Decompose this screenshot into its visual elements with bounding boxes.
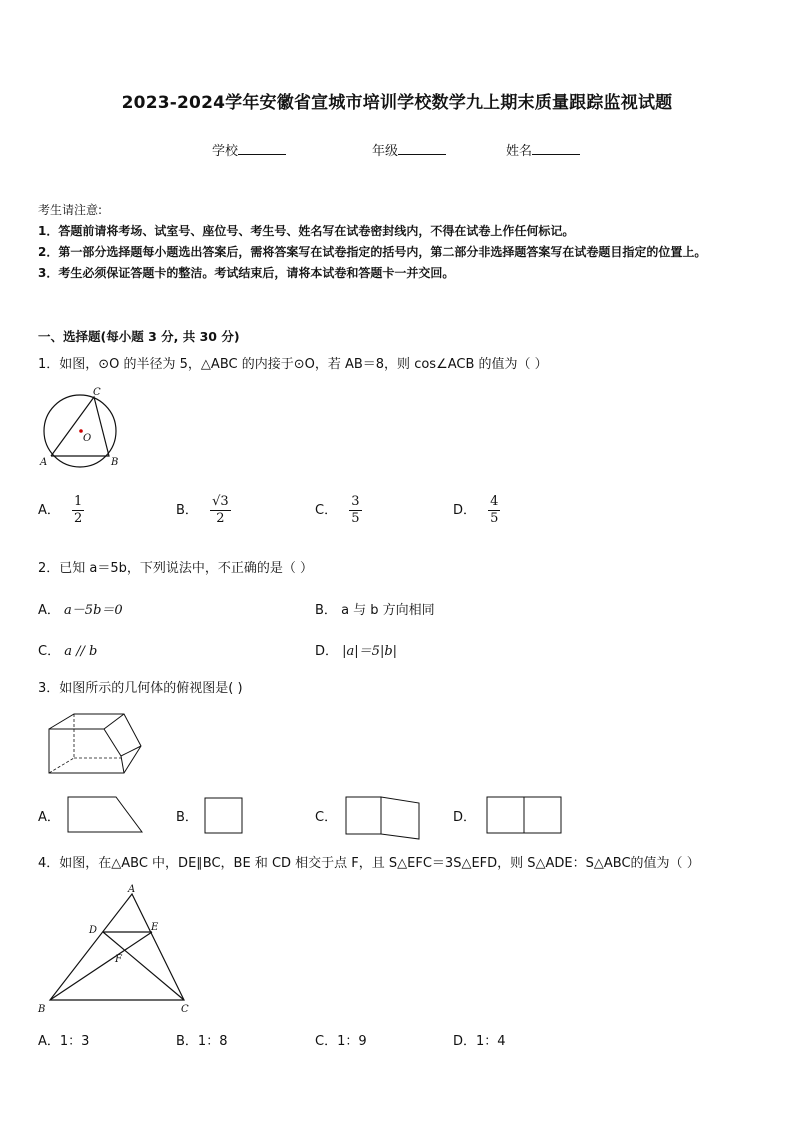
q1-option-c-letter: C．: [315, 503, 338, 518]
q2-option-b-text: a 与 b 方向相同: [341, 603, 435, 618]
q3-option-c-letter: C．: [315, 810, 338, 825]
q2-option-d: [315, 640, 397, 659]
q4-figure: [34, 882, 194, 1018]
q1-option-c-fraction: [349, 494, 361, 527]
q1-option-c-den: 5: [351, 511, 360, 526]
q3-option-d-letter: D．: [453, 810, 477, 825]
q1-option-b-den: 2: [216, 511, 225, 526]
section-heading: 一、选择题(每小题 3 分, 共 30 分): [38, 329, 240, 344]
q4-segment-cd: [103, 932, 184, 1000]
q2-option-a: [38, 599, 123, 618]
q1-label-a: A: [40, 457, 48, 468]
q3-solid-hidden-edges: [49, 714, 74, 773]
name-blank: [532, 142, 580, 155]
q3-stem: 3．如图所示的几何体的俯视图是( ): [38, 681, 243, 696]
q4-label-d: D: [89, 925, 98, 936]
q4-option-c-letter: C．: [315, 1034, 338, 1049]
name-label: 姓名: [506, 144, 533, 159]
q4-option-b-letter: B．: [176, 1034, 198, 1049]
q1-option-c-num: 3: [351, 494, 360, 509]
q4-option-c-text: 1：9: [337, 1034, 367, 1049]
q1-option-a: [38, 494, 84, 527]
grade-field: [372, 140, 446, 159]
q4-option-d: [453, 1030, 506, 1049]
q2-option-c: [38, 640, 97, 659]
q1-option-d-fraction: [488, 494, 500, 527]
q1-label-b: B: [111, 457, 119, 468]
q2-option-c-letter: C．: [38, 644, 61, 659]
q4-label-e: E: [151, 922, 159, 933]
q4-stem: 4．如图，在△ABC 中，DE∥BC，BE 和 CD 相交于点 F，且 S△EFC＝3S△EFD，则 S△ADE：S△ABC的值为（ ）: [38, 856, 700, 871]
notice-item-3: 3．考生必须保证答题卡的整洁。考试结束后，请将本试卷和答题卡一并交回。: [38, 266, 455, 280]
q2-option-a-letter: A．: [38, 603, 60, 618]
q1-option-c: [315, 494, 362, 527]
q1-stem: 1．如图，⊙O 的半径为 5，△ABC 的内接于⊙O，若 AB＝8，则 cos∠ACB 的值为（ ）: [38, 357, 548, 372]
q4-triangle-abc: [50, 894, 184, 1000]
q3-option-c-figure: [342, 793, 424, 841]
q4-option-a: [38, 1030, 89, 1049]
q1-option-a-letter: A．: [38, 503, 60, 518]
q2-option-d-text: |a|＝5|b|: [342, 644, 398, 659]
q3-option-d-left-square: [487, 797, 524, 833]
q4-option-a-text: 1：3: [59, 1034, 90, 1049]
q4-option-d-text: 1：4: [476, 1034, 506, 1049]
q3-solid-edge: [104, 714, 124, 729]
q4-label-f: F: [115, 954, 122, 965]
q2-option-b: [315, 599, 435, 618]
q1-option-d: [453, 494, 500, 527]
q3-solid-figure: [46, 711, 148, 777]
q3-option-a-figure: [64, 793, 146, 835]
q4-segment-be: [50, 932, 152, 1000]
q2-stem: 2．已知 a＝5b，下列说法中，不正确的是（ ）: [38, 561, 314, 576]
q1-label-o: O: [83, 433, 92, 444]
page-title: 2023-2024学年安徽省宣城市培训学校数学九上期末质量跟踪监视试题: [121, 93, 673, 113]
q4-option-b-text: 1：8: [197, 1034, 228, 1049]
q4-option-c: [315, 1030, 367, 1049]
q3-solid-edge: [121, 756, 124, 773]
q1-option-b-num: √3: [212, 494, 229, 509]
q3-option-b-figure: [202, 795, 246, 835]
notice-block: [38, 200, 762, 284]
q3-option-b-letter: B．: [176, 810, 198, 825]
q4-option-d-letter: D．: [453, 1034, 477, 1049]
q1-option-a-num: 1: [74, 494, 83, 509]
name-field: [506, 140, 580, 159]
q1-option-d-letter: D．: [453, 503, 477, 518]
q1-triangle: [51, 397, 109, 456]
q3-option-a-trapezoid: [68, 797, 142, 832]
grade-label: 年级: [372, 144, 399, 159]
school-blank: [238, 142, 286, 155]
q3-option-d-right-square: [524, 797, 561, 833]
notice-item-2: 2．第一部分选择题每小题选出答案后，需将答案写在试卷指定的括号内，第二部分非选择题答案写在试卷题目指定的位置上。: [38, 245, 707, 259]
q1-option-d-den: 5: [490, 511, 499, 526]
q2-option-d-letter: D．: [315, 644, 339, 659]
q3-option-a-letter: A．: [38, 810, 60, 825]
school-field: [212, 140, 286, 159]
q3-option-d-figure: [483, 793, 565, 837]
q3-option-b-square: [205, 798, 242, 833]
q2-option-a-text: a－5b＝0: [64, 603, 123, 618]
school-label: 学校: [212, 144, 239, 159]
q1-option-a-fraction: [72, 494, 84, 527]
notice-heading: 考生请注意:: [38, 203, 103, 217]
grade-blank: [398, 142, 446, 155]
q1-option-b-fraction: [210, 494, 231, 527]
notice-item-1: 1．答题前请将考场、试室号、座位号、考生号、姓名写在试卷密封线内，不得在试卷上作任何标记。: [38, 224, 575, 238]
q3-solid-visible-edges: [49, 714, 141, 773]
q2-option-b-letter: B．: [315, 603, 337, 618]
q1-option-d-num: 4: [490, 494, 499, 509]
q1-option-a-den: 2: [74, 511, 83, 526]
q1-option-b: [176, 494, 231, 527]
q4-option-b: [176, 1030, 227, 1049]
q1-label-c: C: [93, 387, 101, 398]
q4-label-b: B: [38, 1004, 46, 1015]
q4-label-a: A: [128, 884, 136, 895]
q3-option-c-left-face: [346, 797, 381, 834]
q4-option-a-letter: A．: [38, 1034, 60, 1049]
q2-option-c-text: a // b: [64, 644, 98, 659]
q1-figure: [36, 384, 136, 470]
q4-label-c: C: [181, 1004, 189, 1015]
q3-option-c-right-face: [381, 797, 419, 839]
q1-option-b-letter: B．: [176, 503, 198, 518]
